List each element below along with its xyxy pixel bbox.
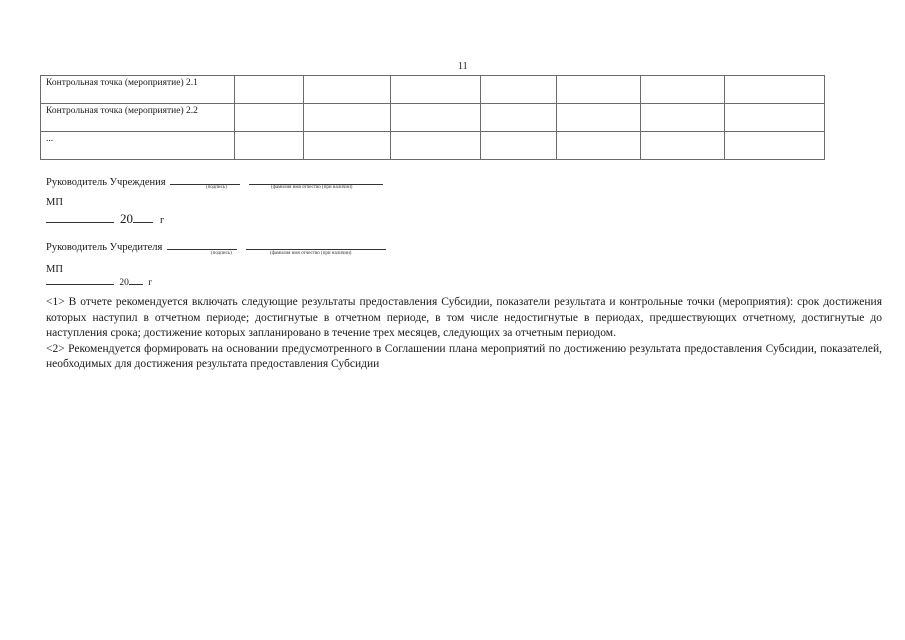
table-cell <box>641 104 725 132</box>
table-cell <box>235 132 304 160</box>
signature-blank <box>170 174 240 185</box>
row-label: ... <box>41 132 235 160</box>
footnotes <box>46 295 882 373</box>
table-row <box>41 104 825 132</box>
name-blank <box>246 239 386 250</box>
row-label: Контрольная точка (мероприятие) 2.1 <box>41 76 235 104</box>
date-line <box>46 276 152 288</box>
head-institution-label: Руководитель Учреждения <box>46 177 166 188</box>
table-cell <box>481 132 557 160</box>
table-cell <box>641 76 725 104</box>
table-cell <box>725 76 825 104</box>
table-cell <box>391 132 481 160</box>
table-cell <box>481 76 557 104</box>
table-cell <box>557 132 641 160</box>
footnote-2: <2> Рекомендуется формировать на основании предусмотренного в Соглашении плана мероприятий по достижению результата предоставления Субсидии, показателей, необходимых для достижения результата предоставления Субсидии <box>46 342 882 370</box>
year-suffix: г <box>160 215 165 226</box>
footnote-1: <1> В отчете рекомендуется включать следующие результаты предоставления Субсидии, показатели результата и контрольные точки (мероприятия): срок достижения которых наступил в отчетном периоде; достигнутые в отчетном периоде, в том числе недостигнутые в периодах, предшествующих отчетному, достигнутые до наступления срока; достижение которых запланировано в течение трех месяцев, следующих за отчетным периодом. <box>46 296 882 339</box>
name-caption: (фамилия имя отчество (при наличии) <box>271 185 353 190</box>
stamp-place-label: МП <box>46 197 63 208</box>
table-cell <box>557 76 641 104</box>
table-cell <box>391 76 481 104</box>
stamp-place-label: МП <box>46 264 63 275</box>
table-cell <box>304 104 391 132</box>
signature-blank <box>167 239 237 250</box>
year-blank <box>133 212 153 223</box>
page-number: 11 <box>458 61 468 72</box>
head-founder-label: Руководитель Учредителя <box>46 242 163 253</box>
table-cell <box>481 104 557 132</box>
table-cell <box>304 132 391 160</box>
table-cell <box>235 76 304 104</box>
date-line <box>46 210 164 228</box>
table-cell <box>304 76 391 104</box>
row-label: Контрольная точка (мероприятие) 2.2 <box>41 104 235 132</box>
control-points-table <box>40 75 825 160</box>
signature-caption: (подпись) <box>206 185 227 190</box>
year-blank <box>129 276 143 285</box>
year-suffix: г <box>148 278 153 288</box>
table-cell <box>557 104 641 132</box>
year-prefix: 20 <box>120 211 133 226</box>
table-row <box>41 132 825 160</box>
signature-caption: (подпись) <box>211 251 232 256</box>
table-cell <box>725 104 825 132</box>
table-row <box>41 76 825 104</box>
name-blank <box>249 174 383 185</box>
table-cell <box>725 132 825 160</box>
year-prefix: 20 <box>119 278 129 288</box>
date-blank <box>46 212 114 223</box>
date-blank <box>46 276 114 285</box>
table-cell <box>235 104 304 132</box>
table-cell <box>391 104 481 132</box>
name-caption: (фамилия имя отчество (при наличии) <box>270 251 352 256</box>
table-cell <box>641 132 725 160</box>
